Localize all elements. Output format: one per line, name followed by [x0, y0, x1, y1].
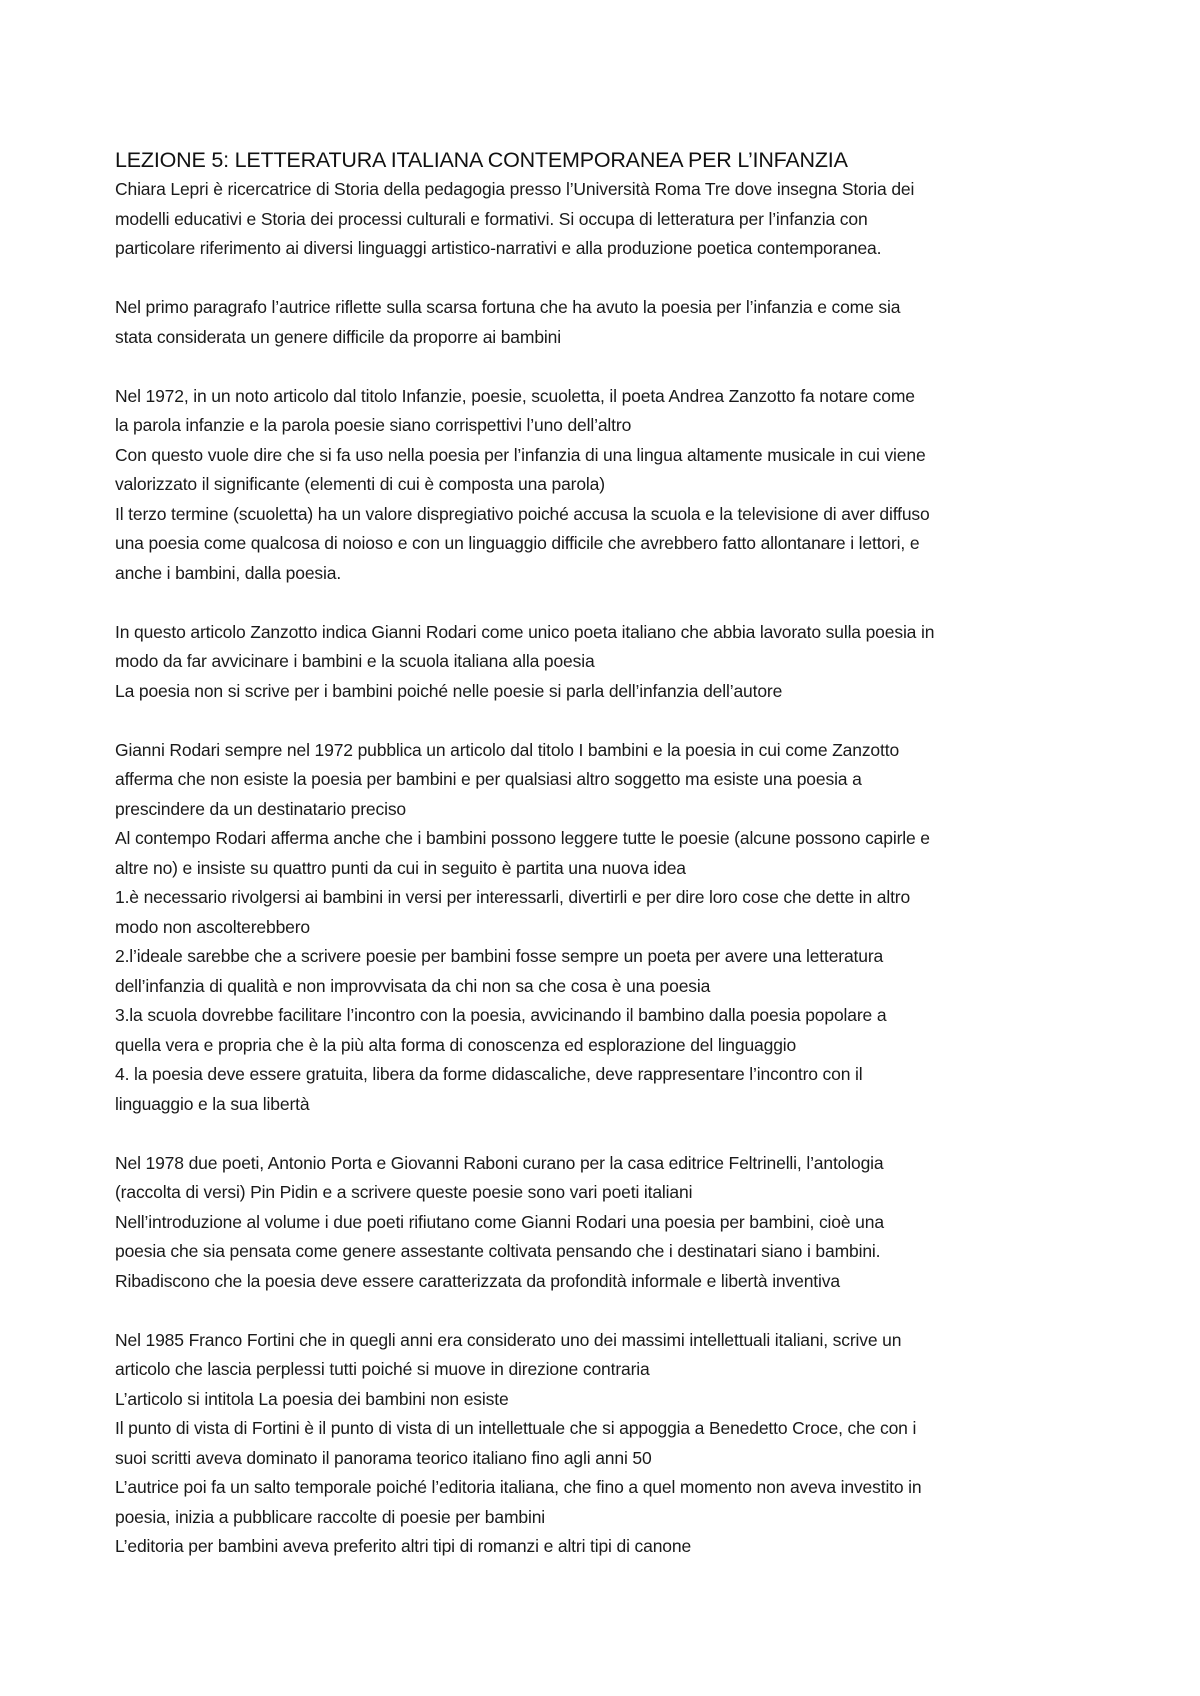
text-line: modo non ascolterebbero — [115, 916, 311, 937]
document-body — [115, 145, 1100, 1562]
text-line: L’articolo si intitola La poesia dei bambini non esiste — [115, 1388, 509, 1409]
text-line: modelli educativi e Storia dei processi culturali e formativi. Si occupa di letteratura per l’infanzia con — [115, 208, 868, 229]
text-line: L’editoria per bambini aveva preferito altri tipi di romanzi e altri tipi di canone — [115, 1536, 692, 1556]
text-line: Il terzo termine (scuoletta) ha un valore dispregiativo poiché accusa la scuola e la televisione di aver diffuso — [115, 503, 930, 524]
text-line: poesia che sia pensata come genere assestante coltivata pensando che i destinatari siano i bambini. — [115, 1241, 881, 1261]
text-line: Gianni Rodari sempre nel 1972 pubblica un articolo dal titolo I bambini e la poesia in cui come Zanzotto — [115, 739, 900, 760]
text-line: 1.è necessario rivolgersi ai bambini in versi per interessarli, divertirli e per dire loro cose che dette in altro — [115, 887, 911, 907]
text-line: articolo che lascia perplessi tutti poiché si muove in direzione contraria — [115, 1359, 650, 1379]
text-line: quella vera e propria che è la più alta forma di conoscenza ed esplorazione del linguaggio — [115, 1034, 797, 1055]
text-line: valorizzato il significante (elementi di cui è composta una parola) — [115, 474, 605, 494]
text-line: Nel 1978 due poeti, Antonio Porta e Giovanni Raboni curano per la casa editrice Feltrinelli, l’antologia — [115, 1152, 884, 1173]
text-line: La poesia non si scrive per i bambini poiché nelle poesie si parla dell’infanzia dell’autore — [115, 680, 783, 701]
text-line: L’autrice poi fa un salto temporale poiché l’editoria italiana, che fino a quel momento non aveva investito in — [115, 1477, 922, 1497]
text-line: stata considerata un genere difficile da proporre ai bambini — [115, 326, 561, 347]
text-line: afferma che non esiste la poesia per bambini e per qualsiasi altro soggetto ma esiste una poesia a — [115, 769, 862, 789]
text-line: anche i bambini, dalla poesia. — [115, 562, 342, 583]
text-line: Nel 1972, in un noto articolo dal titolo Infanzie, poesie, scuoletta, il poeta Andrea Zanzotto fa notare come — [115, 385, 915, 406]
text-line: linguaggio e la sua libertà — [115, 1093, 310, 1114]
text-line: dell’infanzia di qualità e non improvvisata da chi non sa che cosa è una poesia — [115, 975, 711, 996]
text-line: In questo articolo Zanzotto indica Gianni Rodari come unico poeta italiano che abbia lavorato sulla poesia in — [115, 621, 935, 642]
document-text — [115, 175, 1100, 1562]
text-line: poesia, inizia a pubblicare raccolte di poesie per bambini — [115, 1506, 546, 1527]
paragraph-break — [115, 706, 1100, 736]
text-line: Nell’introduzione al volume i due poeti rifiutano come Gianni Rodari una poesia per bambini, cioè una — [115, 1211, 884, 1232]
text-line: Ribadiscono che la poesia deve essere caratterizzata da profondità informale e libertà inventiva — [115, 1270, 840, 1291]
text-line: particolare riferimento ai diversi linguaggi artistico-narrativi e alla produzione poetica contemporanea. — [115, 238, 882, 258]
text-line: Con questo vuole dire che si fa uso nella poesia per l’infanzia di una lingua altamente musicale in cui viene — [115, 444, 926, 465]
document-title: LEZIONE 5: LETTERATURA ITALIANA CONTEMPORANEA PER L’INFANZIA — [115, 148, 848, 172]
text-line: suoi scritti aveva dominato il panorama teorico italiano fino agli anni 50 — [115, 1447, 652, 1468]
text-line: la parola infanzie e la parola poesie siano corrispettivi l’uno dell’altro — [115, 415, 632, 435]
paragraph-break — [115, 1296, 1100, 1326]
text-line: una poesia come qualcosa di noioso e con un linguaggio difficile che avrebbero fatto allontanare i lettori, e — [115, 533, 920, 553]
text-line: modo da far avvicinare i bambini e la scuola italiana alla poesia — [115, 651, 595, 671]
text-line: altre no) e insiste su quattro punti da cui in seguito è partita una nuova idea — [115, 857, 686, 878]
paragraph-break — [115, 1119, 1100, 1149]
text-line: (raccolta di versi) Pin Pidin e a scrivere queste poesie sono vari poeti italiani — [115, 1182, 693, 1202]
paragraph-break — [115, 264, 1100, 294]
text-line: Al contempo Rodari afferma anche che i bambini possono leggere tutte le poesie (alcune possono capirle e — [115, 828, 930, 848]
paragraph-break — [115, 352, 1100, 382]
text-line: 4. la poesia deve essere gratuita, libera da forme didascaliche, deve rappresentare l’incontro con il — [115, 1064, 863, 1084]
text-line: Il punto di vista di Fortini è il punto di vista di un intellettuale che si appoggia a Benedetto Croce, che con i — [115, 1418, 917, 1438]
text-line: Chiara Lepri è ricercatrice di Storia della pedagogia presso l’Università Roma Tre dove insegna Storia dei — [115, 179, 915, 199]
paragraph-break — [115, 588, 1100, 618]
text-line: Nel primo paragrafo l’autrice riflette sulla scarsa fortuna che ha avuto la poesia per l’infanzia e come sia — [115, 297, 901, 317]
text-line: Nel 1985 Franco Fortini che in quegli anni era considerato uno dei massimi intellettuali italiani, scrive un — [115, 1329, 902, 1350]
text-line: 2.l’ideale sarebbe che a scrivere poesie per bambini fosse sempre un poeta per avere una letteratura — [115, 946, 884, 966]
text-line: 3.la scuola dovrebbe facilitare l’incontro con la poesia, avvicinando il bambino dalla poesia popolare a — [115, 1005, 887, 1025]
text-line: prescindere da un destinatario preciso — [115, 798, 407, 819]
